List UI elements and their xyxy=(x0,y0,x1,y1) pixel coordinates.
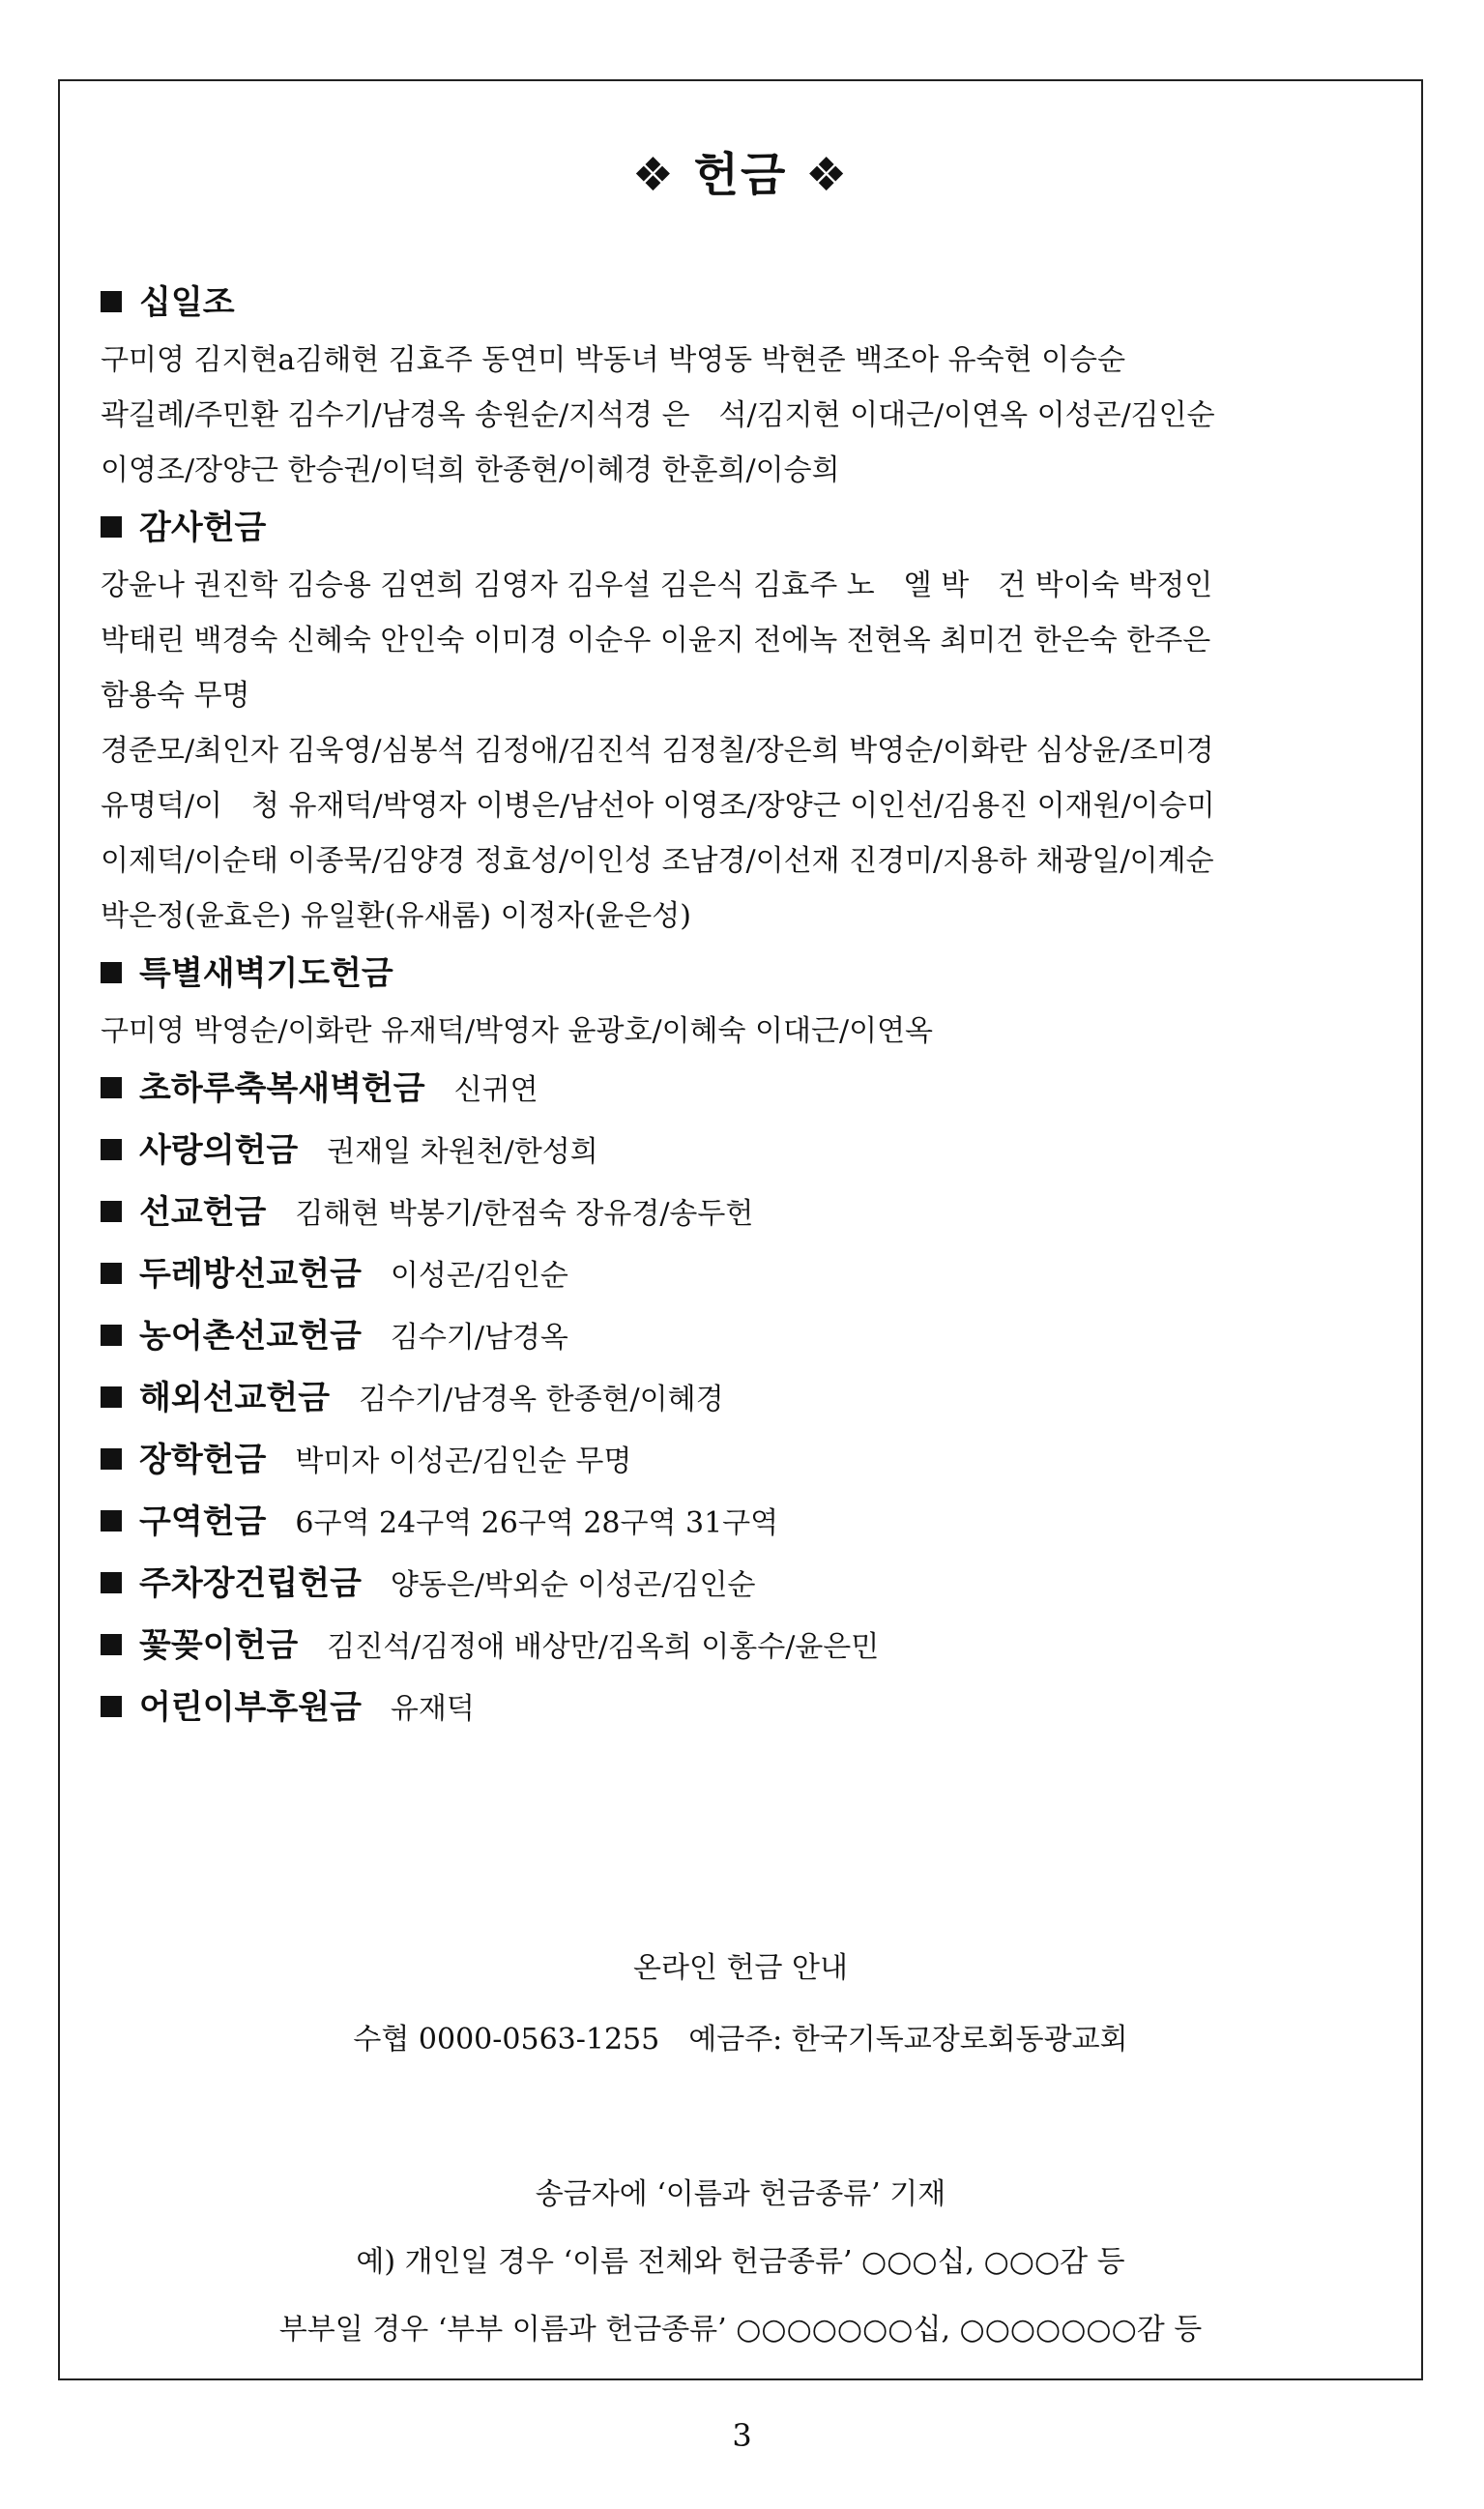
name-line: 박은정(윤효은) 유일환(유새롬) 이정자(윤은성) xyxy=(101,899,691,933)
bullet-square-icon xyxy=(101,1077,122,1098)
online-note: 송금자에 ‘이름과 헌금종류’ 기재 xyxy=(535,2177,946,2211)
section-heading-special-dawn xyxy=(101,944,1392,1004)
section-heading-thanks xyxy=(101,498,1392,558)
section-title: 감사헌금 xyxy=(139,509,267,547)
name-line: 이영조/장양근 한승권/이덕희 한종현/이혜경 한훈희/이승희 xyxy=(101,453,840,487)
inline-section xyxy=(101,1492,1392,1554)
name-line: 강윤나 권진학 김승용 김연희 김영자 김우설 김은식 김효주 노 엘 박 건 박이숙 박정인 xyxy=(101,569,1213,602)
name-line: 구미영 박영순/이화란 유재덕/박영자 윤광호/이혜숙 이대근/이연옥 xyxy=(101,1014,934,1048)
section-title: 꽃꽂이헌금 xyxy=(139,1626,299,1665)
bullet-square-icon xyxy=(101,516,122,538)
bullet-square-icon xyxy=(101,1325,122,1346)
section-title: 두레방선교헌금 xyxy=(139,1255,362,1294)
online-example-individual: 예) 개인일 경우 ‘이름 전체와 헌금종류’ ○○○십, ○○○감 등 xyxy=(356,2245,1125,2279)
section-title: 십일조 xyxy=(139,283,235,322)
section-title: 사랑의헌금 xyxy=(139,1131,299,1170)
inline-section xyxy=(101,1430,1392,1492)
bullet-square-icon xyxy=(101,1510,122,1532)
name-line: 구미영 김지현a김해현 김효주 동연미 박동녀 박영동 박현준 백조아 유숙현 이승순 xyxy=(101,343,1126,377)
page-title: ❖ 헌금 ❖ xyxy=(631,148,850,202)
section-names: 유재덕 xyxy=(390,1692,475,1726)
inline-section xyxy=(101,1121,1392,1182)
section-names: 양동은/박외순 이성곤/김인순 xyxy=(390,1568,756,1602)
section-title: 특별새벽기도헌금 xyxy=(139,954,393,993)
name-line: 유명덕/이 청 유재덕/박영자 이병은/남선아 이영조/장양근 이인선/김용진 이재원/이승미 xyxy=(101,789,1215,823)
name-line: 함용숙 무명 xyxy=(101,679,250,713)
section-title: 장학헌금 xyxy=(139,1441,267,1479)
section-names: 박미자 이성곤/김인순 무명 xyxy=(295,1444,632,1478)
name-line: 경준모/최인자 김욱영/심봉석 김정애/김진석 김정칠/장은희 박영순/이화란 심상윤/조미경 xyxy=(101,734,1214,768)
bullet-square-icon xyxy=(101,291,122,312)
bullet-square-icon xyxy=(101,1696,122,1717)
section-title: 선교헌금 xyxy=(139,1193,267,1232)
section-title: 해외선교헌금 xyxy=(139,1379,331,1417)
name-line: 곽길례/주민환 김수기/남경옥 송원순/지석경 은 석/김지현 이대근/이연옥 이성곤/김인순 xyxy=(101,398,1215,432)
section-names: 권재일 차원천/한성희 xyxy=(327,1135,598,1169)
section-title: 농어촌선교헌금 xyxy=(139,1317,362,1356)
inline-section xyxy=(101,1244,1392,1306)
section-names: 6구역 24구역 26구역 28구역 31구역 xyxy=(295,1506,779,1540)
bullet-square-icon xyxy=(101,1139,122,1160)
bullet-square-icon xyxy=(101,1263,122,1284)
name-line: 이제덕/이순태 이종묵/김양경 정효성/이인성 조남경/이선재 진경미/지용하 채광일/이계순 xyxy=(101,844,1214,878)
offering-frame xyxy=(58,79,1423,2380)
online-example-couple: 부부일 경우 ‘부부 이름과 헌금종류’ ○○○○○○○십, ○○○○○○○감 등 xyxy=(278,2313,1203,2347)
online-account: 수협 0000-0563-1255 예금주: 한국기독교장로회동광교회 xyxy=(353,2023,1128,2057)
bullet-square-icon xyxy=(101,1448,122,1470)
section-title: 주차장건립헌금 xyxy=(139,1564,362,1603)
offering-content xyxy=(101,273,1392,1739)
bullet-square-icon xyxy=(101,1634,122,1655)
section-names: 김해현 박봉기/한점숙 장유경/송두헌 xyxy=(295,1197,754,1231)
online-title: 온라인 헌금 안내 xyxy=(633,1951,848,1985)
bullet-square-icon xyxy=(101,1572,122,1593)
section-heading-tithe xyxy=(101,273,1392,333)
inline-section xyxy=(101,1059,1392,1121)
section-title: 구역헌금 xyxy=(139,1502,267,1541)
inline-section xyxy=(101,1554,1392,1616)
section-names: 김수기/남경옥 한종현/이혜경 xyxy=(359,1383,724,1416)
inline-section xyxy=(101,1678,1392,1739)
inline-section xyxy=(101,1182,1392,1244)
section-names: 김진석/김정애 배상만/김옥희 이홍수/윤은민 xyxy=(327,1630,880,1664)
section-title: 어린이부후원금 xyxy=(139,1688,362,1727)
section-names: 신귀연 xyxy=(453,1073,538,1107)
section-names: 이성곤/김인순 xyxy=(390,1259,568,1293)
page-number: 3 xyxy=(732,2417,752,2454)
bullet-square-icon xyxy=(101,1386,122,1408)
name-line: 박태린 백경숙 신혜숙 안인숙 이미경 이순우 이윤지 전에녹 전현옥 최미건 한은숙 한주은 xyxy=(101,624,1211,657)
bullet-square-icon xyxy=(101,1201,122,1222)
inline-section xyxy=(101,1306,1392,1368)
inline-section xyxy=(101,1368,1392,1430)
inline-section xyxy=(101,1616,1392,1678)
section-names: 김수기/남경옥 xyxy=(390,1321,568,1355)
section-title: 초하루축복새벽헌금 xyxy=(139,1069,425,1108)
bullet-square-icon xyxy=(101,962,122,983)
